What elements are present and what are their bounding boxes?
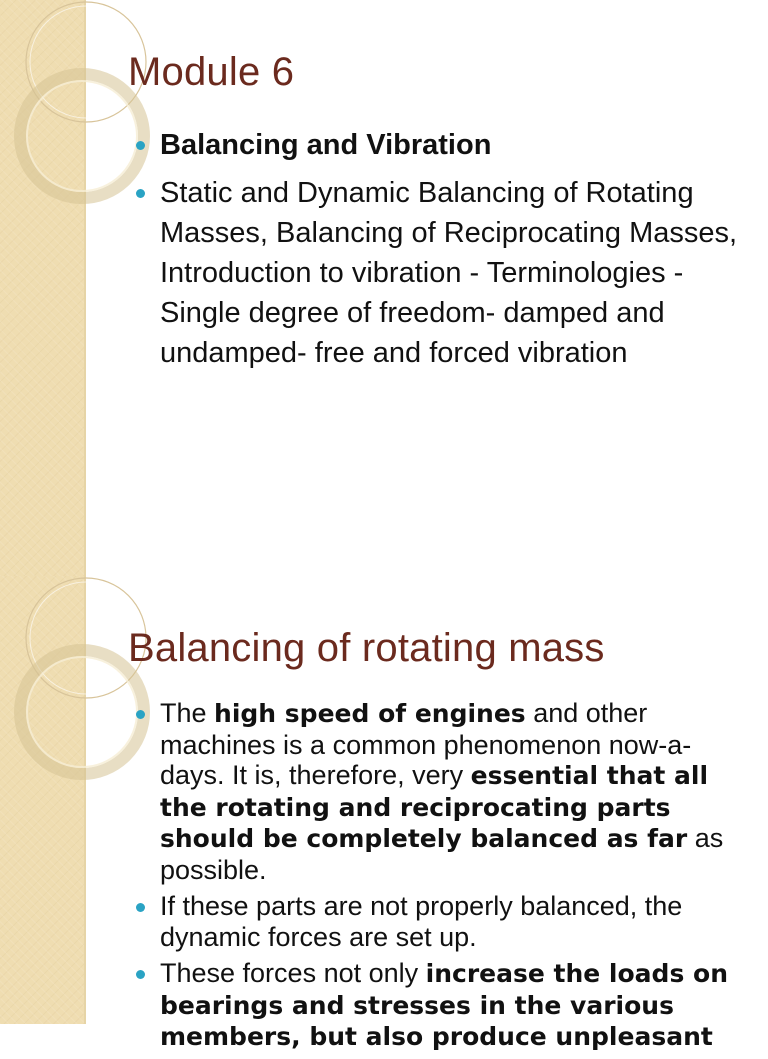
bullet-dot-icon bbox=[136, 903, 145, 912]
bullet-text: Static and Dynamic Balancing of Rotating Masses, Balancing of Reciprocating Masses, Introduction to vibration - Terminologies - Single degree of freedom- damped and undamped- free and forced vibration bbox=[160, 177, 738, 369]
bullet-text-segment: and other machines is a common phenomenon now-a-days. It is, therefore, very bbox=[160, 698, 692, 790]
bullet-bold-segment: essential that all the rotating and reciprocating parts should be completely balanced as far bbox=[160, 761, 709, 853]
bullet-item bbox=[160, 173, 746, 373]
bullet-dot-icon bbox=[136, 189, 145, 198]
bullet-item bbox=[160, 698, 746, 885]
decorative-rings-ornament bbox=[0, 576, 90, 776]
bullet-list bbox=[160, 698, 746, 1059]
bullet-list bbox=[160, 125, 746, 381]
slide-title: Balancing of rotating mass bbox=[128, 626, 605, 670]
bullet-item bbox=[160, 125, 746, 165]
bullet-dot-icon bbox=[136, 710, 145, 719]
bullet-text: If these parts are not properly balanced, the dynamic forces are set up. bbox=[160, 891, 683, 952]
bullet-dot-icon bbox=[136, 970, 145, 979]
bullet-bold-segment: increase the loads on bearings and stresses in the various members, but also produce unpleasant bbox=[160, 959, 728, 1051]
decorative-rings-ornament bbox=[0, 0, 90, 200]
slide-title: Module 6 bbox=[128, 50, 295, 94]
slide-balancing-of-rotating-mass bbox=[0, 576, 768, 1051]
bullet-heading: Balancing and Vibration bbox=[160, 129, 492, 161]
bullet-dot-icon bbox=[136, 141, 145, 150]
bullet-text-segment: The bbox=[160, 698, 215, 728]
bullet-item bbox=[160, 891, 746, 952]
bullet-text-segment: as possible. bbox=[160, 823, 724, 885]
bullet-item bbox=[160, 958, 746, 1053]
bullet-bold-segment: high speed of engines bbox=[214, 699, 526, 728]
bullet-text-segment: These forces not only bbox=[160, 958, 426, 988]
